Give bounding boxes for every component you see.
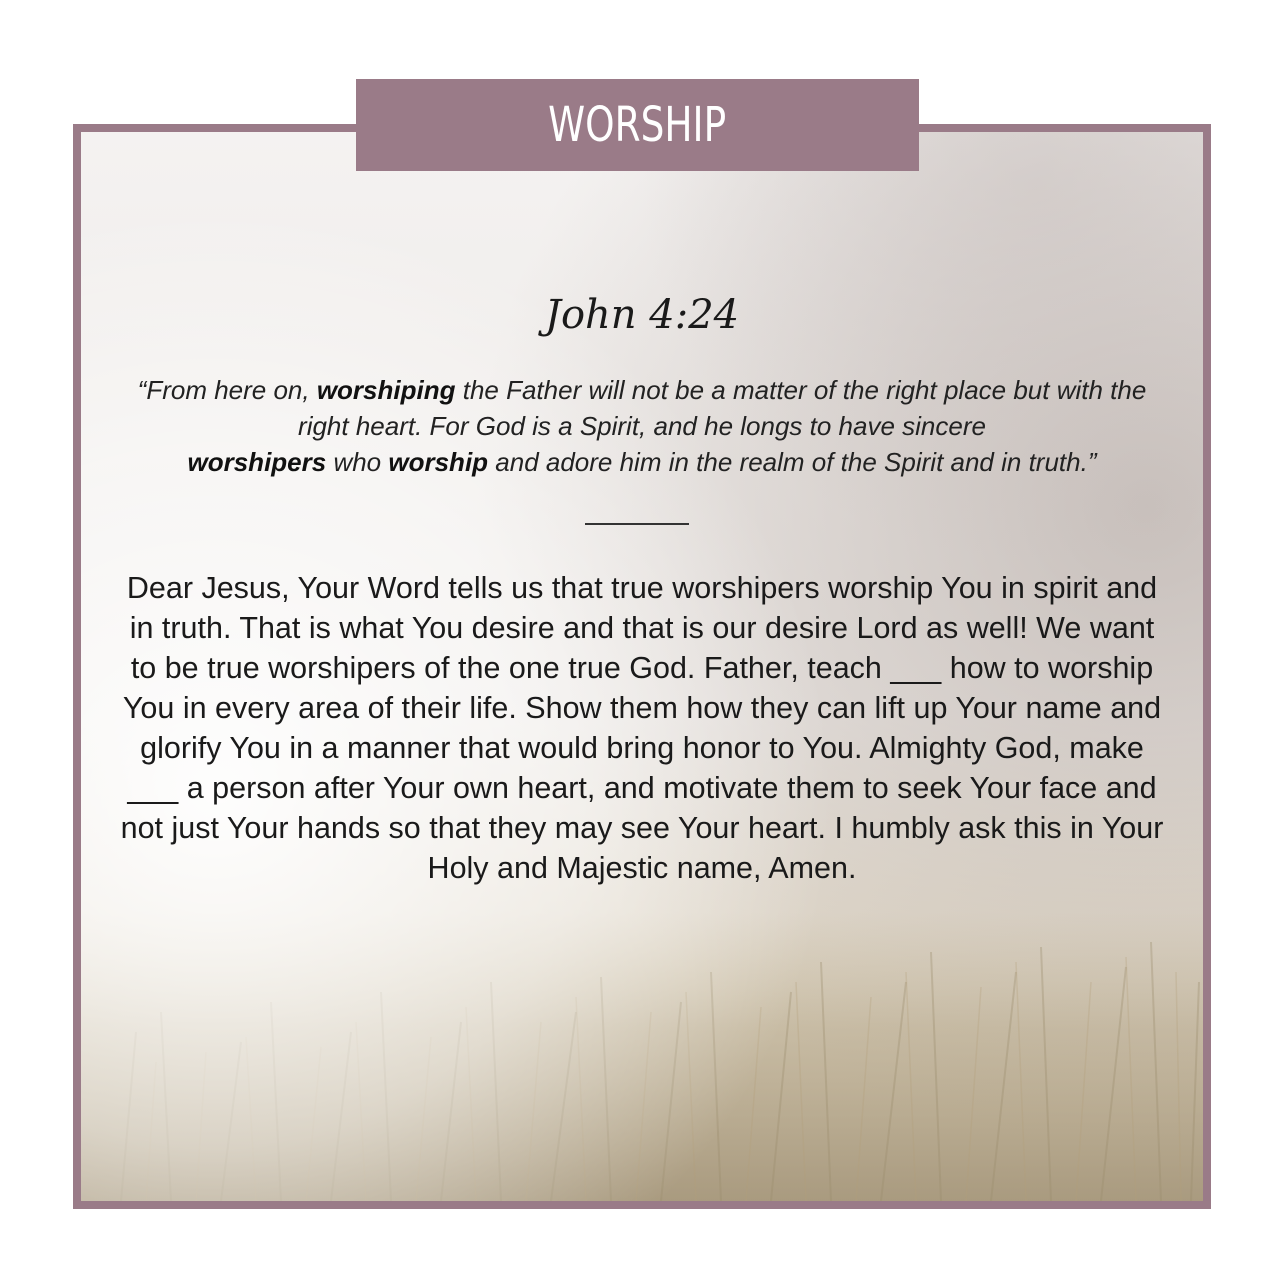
verse-segment-bold: worship — [388, 447, 489, 477]
scripture-verse — [113, 372, 1171, 480]
scripture-reference: John 4:24 — [544, 292, 740, 338]
title-banner — [356, 79, 919, 171]
verse-segment-bold: worshiping — [316, 375, 456, 405]
verse-segment: the Father will not be a matter of the right place but with the right heart. For God is a Spirit, and he longs to have sincere — [298, 375, 1147, 441]
divider-line — [585, 523, 689, 525]
verse-segment: who — [326, 447, 389, 477]
verse-segment: “From here on, — [137, 375, 317, 405]
page-title: WORSHIP — [548, 97, 727, 153]
verse-segment-bold: worshipers — [187, 447, 327, 477]
prayer-text: Dear Jesus, Your Word tells us that true worshipers worship You in spirit and in truth. That is what You desire and that is our desire Lord as well! We want to be true worshipers of the one true God. Father, teach ___ how to worship You in every area of their life. Show them how they can lift up Your name and glorify You in a manner that would bring honor to You. Almighty God, make ___ a person after Your own heart, and motivate them to seek Your face and not just Your hands so that they may see Your heart. I humbly ask this in Your Holy and Majestic name, Amen. — [120, 571, 1164, 885]
verse-segment: and adore him in the realm of the Spirit and in truth.” — [488, 447, 1097, 477]
